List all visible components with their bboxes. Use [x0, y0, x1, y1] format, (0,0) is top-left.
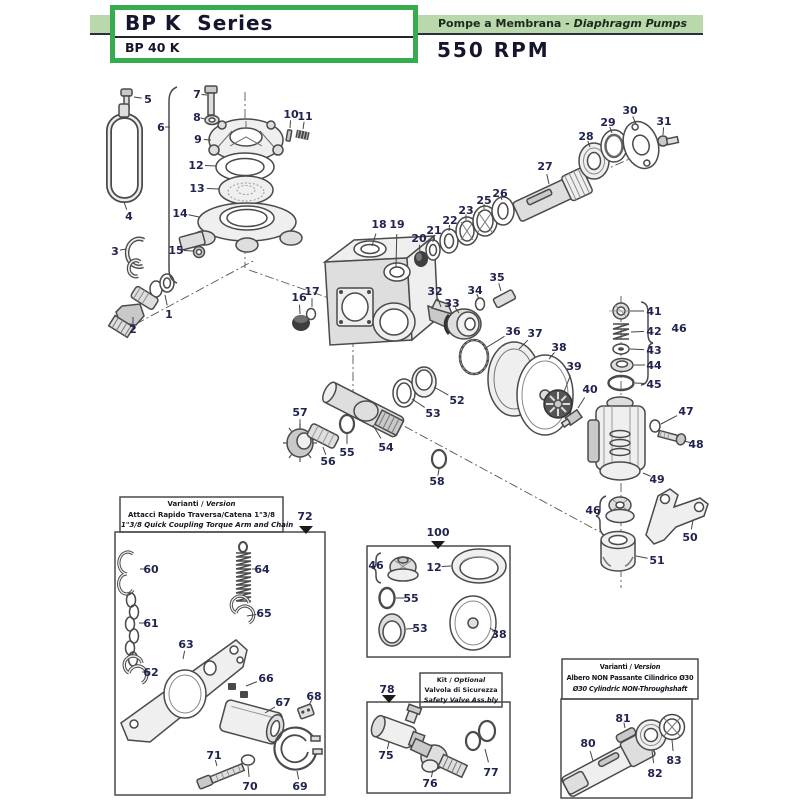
part-number-12: 12	[188, 159, 204, 172]
leader-line-54	[373, 425, 381, 438]
leader-line-52	[434, 387, 448, 395]
leader-line-31	[663, 127, 664, 135]
coupling-label-line2: Attacci Rapido Traversa/Catena 1"3/8	[127, 510, 276, 519]
part-number-25: 25	[476, 194, 492, 207]
part-number-17: 17	[304, 285, 320, 298]
part-number-53: 53	[425, 407, 441, 420]
part-number-77: 77	[483, 766, 499, 779]
part-number-46: 46	[585, 504, 601, 517]
part-number-38: 38	[551, 341, 567, 354]
variant-coupling-label: Varianti / Version Attacci Rapido Traversa/Catena 1"3/8 1"3/8 Quick Coupling Torque Arm and Chain	[121, 500, 294, 529]
part-number-20: 20	[411, 232, 427, 245]
part-number-32: 32	[427, 285, 443, 298]
part-number-100: 100	[426, 526, 450, 539]
part-number-18: 18	[371, 218, 387, 231]
part-number-48: 48	[688, 438, 704, 451]
part-number-55: 55	[403, 592, 419, 605]
leader-line-67	[265, 707, 275, 713]
part-number-67: 67	[275, 696, 291, 709]
part-number-56: 56	[320, 455, 336, 468]
part-number-71: 71	[206, 749, 222, 762]
leader-line-13	[207, 188, 219, 189]
leader-line-19	[396, 234, 397, 267]
part-number-13: 13	[189, 182, 205, 195]
series-title: BP K Series	[125, 11, 274, 35]
part-number-16: 16	[291, 291, 307, 304]
leader-line-30	[633, 116, 636, 124]
part-number-26: 26	[492, 187, 508, 200]
part-number-31: 31	[656, 115, 672, 128]
part-number-35: 35	[489, 271, 505, 284]
part-number-69: 69	[292, 780, 308, 793]
part-number-53: 53	[412, 622, 428, 635]
part-number-78: 78	[379, 683, 395, 696]
leader-line-18	[372, 234, 376, 246]
part-number-45: 45	[646, 378, 662, 391]
part-number-4: 4	[125, 210, 133, 223]
safety-label-kit: Kit /	[436, 676, 455, 684]
leader-line-36	[484, 336, 505, 349]
part-number-14: 14	[172, 207, 188, 220]
part-number-29: 29	[600, 116, 616, 129]
part-number-42: 42	[646, 325, 662, 338]
part-number-9: 9	[194, 133, 202, 146]
part-number-52: 52	[449, 394, 465, 407]
shaft-label-it: Varianti /	[599, 663, 634, 671]
product-line-en: Diaphragm Pumps	[573, 17, 688, 30]
part-number-57: 57	[292, 406, 308, 419]
leader-line-80	[590, 751, 593, 761]
part-number-51: 51	[649, 554, 665, 567]
leader-line-7	[202, 94, 208, 95]
part-number-43: 43	[646, 344, 662, 357]
leader-line-15	[184, 250, 193, 251]
leader-line-16	[299, 305, 300, 314]
part-number-33: 33	[444, 297, 460, 310]
part-number-5: 5	[144, 93, 152, 106]
leader-line-20	[419, 245, 420, 253]
leader-line-56	[323, 447, 326, 455]
coupling-label-line3: 1"3/8 Quick Coupling Torque Arm and Chain	[121, 521, 294, 529]
part-number-60: 60	[143, 563, 159, 576]
rpm-value: 550 RPM	[437, 38, 550, 62]
part-number-3: 3	[111, 245, 119, 258]
shaft-label-line3: Ø30 Cylindric NON-Throughshaft	[572, 685, 688, 693]
leader-line-77	[485, 749, 488, 762]
part-number-80: 80	[580, 737, 596, 750]
part-number-47: 47	[678, 405, 694, 418]
leader-line-12	[205, 165, 216, 166]
part-number-76: 76	[422, 777, 438, 790]
leader-line-83	[672, 740, 673, 751]
part-number-2: 2	[129, 323, 137, 336]
part-number-21: 21	[426, 224, 442, 237]
part-number-55: 55	[339, 446, 355, 459]
part-number-6: 6	[157, 121, 165, 134]
part-number-27: 27	[537, 160, 553, 173]
leader-line-1	[165, 295, 167, 305]
leader-line-4	[124, 202, 127, 210]
part-number-70: 70	[242, 780, 258, 793]
part-number-1: 1	[165, 308, 173, 321]
part-number-34: 34	[467, 284, 483, 297]
coupling-label-it: Varianti /	[167, 500, 207, 508]
part-number-72: 72	[297, 510, 313, 523]
shaft-variant-label: Varianti / Version Albero NON Passante Cilindrico Ø30 Ø30 Cylindric NON-Throughshaft	[563, 660, 697, 695]
part-number-7: 7	[193, 88, 201, 101]
leader-line-47	[661, 416, 677, 424]
leader-line-51	[636, 556, 648, 558]
part-number-39: 39	[566, 360, 582, 373]
leader-line-42	[631, 331, 644, 332]
part-number-62: 62	[143, 666, 159, 679]
part-number-81: 81	[615, 712, 631, 725]
part-number-30: 30	[622, 104, 638, 117]
part-number-46: 46	[671, 322, 687, 335]
leader-line-8	[201, 118, 205, 119]
leader-line-53	[412, 399, 425, 407]
leader-line-70	[248, 766, 249, 777]
part-number-83: 83	[666, 754, 682, 767]
part-number-65: 65	[256, 607, 272, 620]
leader-line-14	[189, 215, 199, 217]
part-number-19: 19	[389, 218, 405, 231]
part-number-22: 22	[442, 214, 458, 227]
part-number-64: 64	[254, 563, 270, 576]
leader-line-3	[120, 249, 126, 250]
part-number-15: 15	[168, 244, 184, 257]
part-number-68: 68	[306, 690, 322, 703]
leader-line-82	[652, 751, 654, 763]
safety-label-line3: Safety Valve Ass.bly	[423, 696, 499, 705]
leader-line-27	[547, 174, 549, 184]
safety-valve-kit-label: Kit / Optional Valvola di Sicurezza Safety Valve Ass.bly	[421, 674, 501, 706]
leader-line-63	[183, 651, 185, 659]
leader-line-32	[438, 298, 441, 307]
leader-line-12	[442, 566, 451, 567]
part-number-49: 49	[649, 473, 665, 486]
leader-line-65	[247, 614, 256, 616]
part-number-61: 61	[143, 617, 159, 630]
leader-line-39	[564, 375, 570, 392]
part-number-10: 10	[283, 108, 299, 121]
leader-line-50	[691, 520, 693, 529]
part-number-38: 38	[491, 628, 507, 641]
leader-line-9	[204, 139, 211, 140]
part-number-82: 82	[647, 767, 663, 780]
part-number-54: 54	[378, 441, 394, 454]
product-line-it: Pompe a Membrana -	[438, 17, 570, 30]
part-number-46: 46	[368, 559, 384, 572]
leader-line-45	[635, 383, 645, 384]
part-number-37: 37	[527, 327, 543, 340]
part-number-58: 58	[429, 475, 445, 488]
part-number-50: 50	[682, 531, 698, 544]
leader-line-35	[499, 283, 501, 291]
leader-line-69	[297, 771, 299, 779]
leader-line-66	[246, 682, 257, 686]
part-number-63: 63	[178, 638, 194, 651]
part-number-75: 75	[378, 749, 394, 762]
model-name: BP 40 K	[125, 40, 180, 55]
part-number-8: 8	[193, 111, 201, 124]
leader-line-40	[578, 397, 585, 408]
part-number-12: 12	[426, 561, 442, 574]
safety-label-line2: Valvola di Sicurezza	[424, 686, 498, 695]
leader-line-10	[290, 120, 291, 128]
part-number-40: 40	[582, 383, 598, 396]
shaft-label-line2: Albero NON Passante Cilindrico Ø30	[566, 674, 694, 682]
part-number-23: 23	[458, 204, 474, 217]
part-number-36: 36	[505, 325, 521, 338]
leader-line-43	[630, 349, 644, 350]
part-number-28: 28	[578, 130, 594, 143]
leader-line-5	[134, 97, 142, 98]
part-number-41: 41	[646, 305, 662, 318]
part-number-44: 44	[646, 359, 662, 372]
part-number-66: 66	[258, 672, 274, 685]
leader-line-37	[519, 340, 528, 349]
part-number-11: 11	[297, 110, 313, 123]
